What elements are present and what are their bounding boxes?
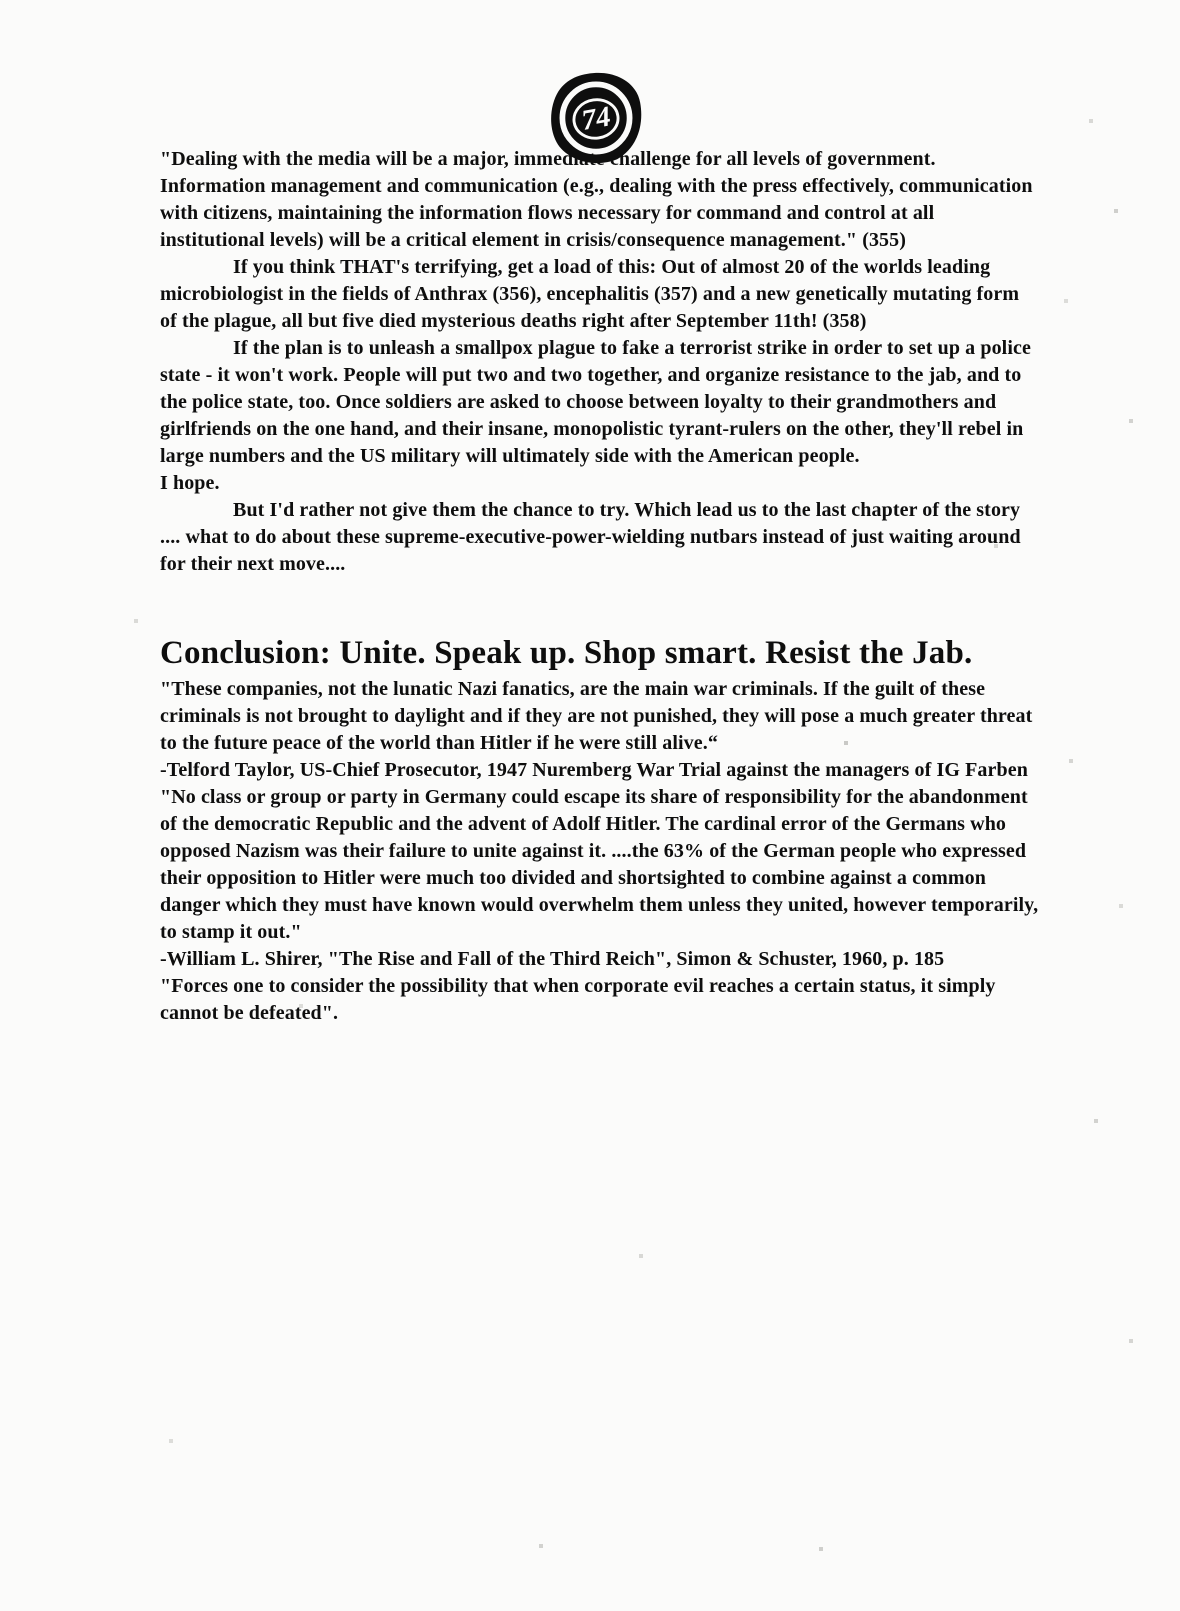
blockquote-media-management: "Dealing with the media will be a major, immediate challenge for all levels of government. Information management and communication (e.g., dealing with the press effectively, communication with citizens, maintaining the information flows necessary for command and control at all institutional levels) will be a critical element in crisis/consequence management." (355) (160, 148, 1033, 251)
blockquote-companies-war-criminals: "These companies, not the lunatic Nazi fanatics, are the main war criminals. If the guilt of these criminals is not brought to daylight and if they are not punished, they will pose a much greater threat to the future peace of the world than Hitler if he were still alive.“ (160, 678, 1033, 754)
blockquote-no-class-or-group: "No class or group or party in Germany could escape its share of responsibility for the abandonment of the democratic Republic and the advent of Adolf Hitler. The cardinal error of the Germans who opposed Nazism was their failure to unite against it. ....the 63% of the German people who expressed their opposition to Hitler were much too divided and shortsighted to combine against a common danger which they must have known would overwhelm them unless they united, however temporarily, to stamp it out." (160, 786, 1039, 943)
page-content (160, 146, 1040, 1027)
paragraph-microbiologists: If you think THAT's terrifying, get a load of this: Out of almost 20 of the worlds leading microbiologist in the fields of Anthrax (356), encephalitis (357) and a new genetically mutating form of the plague, all but five died mysterious deaths right after September 11th! (358) (160, 256, 1020, 332)
conclusion-heading: Conclusion: Unite. Speak up. Shop smart. Resist the Jab. (160, 635, 973, 671)
attribution-william-shirer: -William L. Shirer, "The Rise and Fall of the Third Reich", Simon & Schuster, 1960, p. 185 (160, 948, 945, 970)
paragraph-i-hope: I hope. (160, 472, 220, 494)
scan-noise (0, 0, 2, 2)
paragraph-last-chapter: But I'd rather not give them the chance to try. Which lead us to the last chapter of the story .... what to do about these supreme-executive-power-wielding nutbars instead of just waiting around for their next move.... (160, 499, 1021, 575)
page-number-stamp-text: 74 (579, 100, 614, 137)
blockquote-corporate-evil: "Forces one to consider the possibility that when corporate evil reaches a certain status, it simply cannot be defeated". (160, 975, 996, 1024)
attribution-telford-taylor: -Telford Taylor, US-Chief Prosecutor, 1947 Nuremberg War Trial against the managers of IG Farben (160, 759, 1028, 781)
paragraph-smallpox-plan: If the plan is to unleash a smallpox plague to fake a terrorist strike in order to set up a police state - it won't work. People will put two and two together, and organize resistance to the jab, and to the police state, too. Once soldiers are asked to choose between loyalty to their grandmothers and girlfriends on the one hand, and their insane, monopolistic tyrant-rulers on the other, they'll rebel in large numbers and the US military will ultimately side with the American people. (160, 337, 1031, 467)
